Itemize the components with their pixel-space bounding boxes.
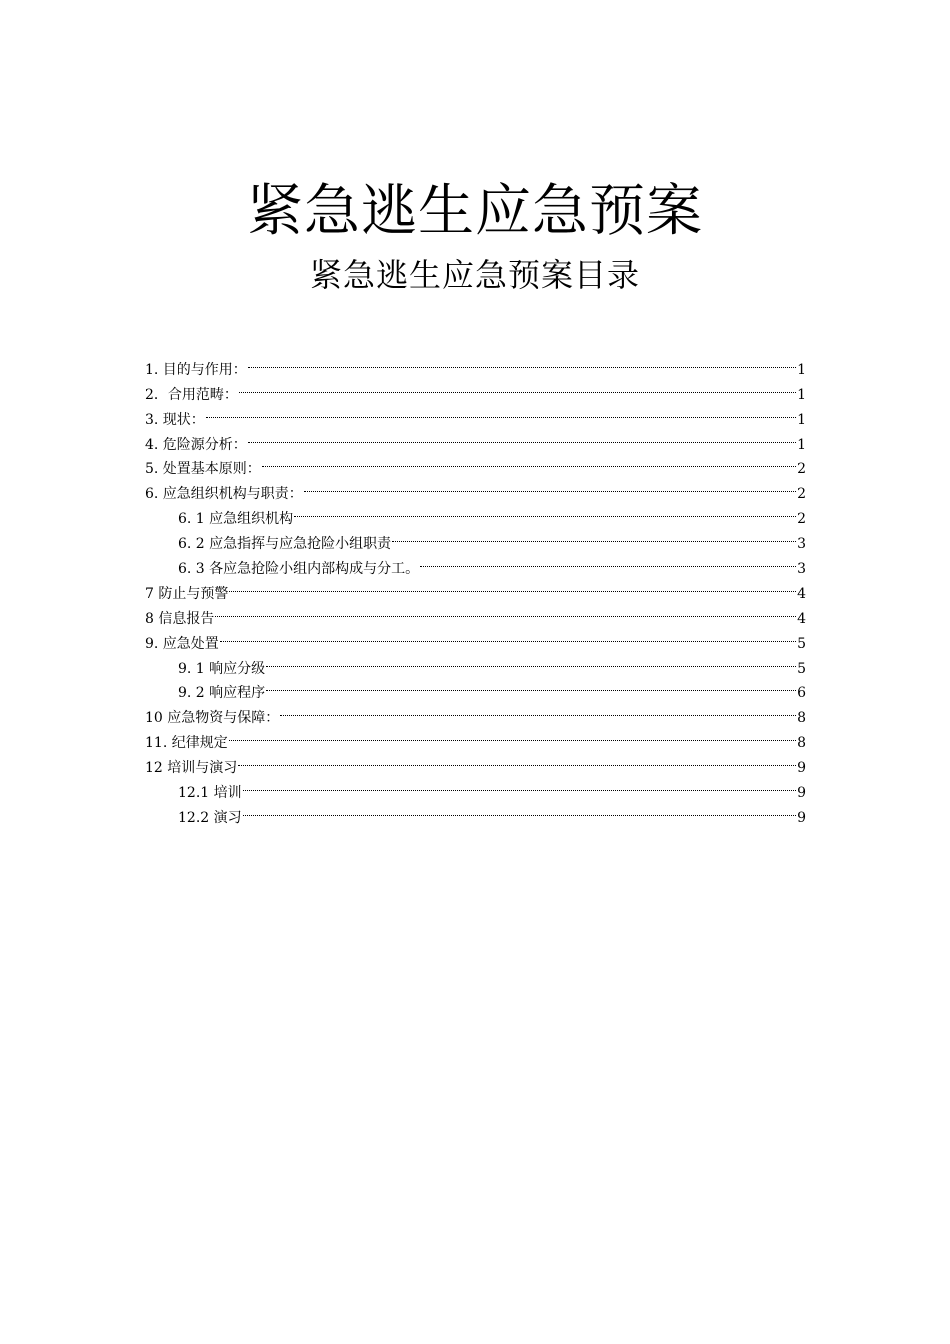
toc-dot-leader (242, 772, 797, 797)
toc-entry-title: 9. 2 响应程序 (178, 685, 266, 702)
toc-entry[interactable] (145, 598, 806, 627)
toc-page-number: 8 (797, 735, 806, 752)
toc-dot-leader (391, 523, 797, 548)
toc-dot-leader (265, 648, 797, 673)
toc-page-number: 1 (797, 436, 806, 453)
toc-page-number: 9 (797, 760, 806, 777)
toc-heading: 紧急逃生应急预案目录 (309, 256, 640, 294)
toc-dot-leader (279, 697, 797, 722)
toc-dot-leader (247, 349, 797, 374)
toc-page-number: 9 (797, 785, 806, 802)
toc-entry-title: 10 应急物资与保障： (145, 710, 280, 727)
toc-page-number: 6 (797, 685, 806, 702)
toc-entry-title: 1. 目的与作用： (145, 361, 247, 378)
toc-entry-title: 7 防止与预警 (145, 585, 229, 602)
toc-entry-title: 11. 纪律规定 (145, 735, 228, 752)
toc-dot-leader (228, 722, 797, 747)
toc-dot-leader (247, 424, 797, 449)
toc-page-number: 8 (797, 710, 806, 727)
toc-entry[interactable] (145, 797, 806, 826)
toc-dot-leader (293, 498, 797, 523)
toc-entry[interactable] (145, 374, 806, 403)
toc-entry[interactable] (145, 424, 806, 453)
toc-entry-title: 8 信息报告 (145, 610, 215, 627)
toc-page-number: 5 (797, 660, 806, 677)
toc-page-number: 1 (797, 386, 806, 403)
toc-dot-leader (419, 548, 797, 573)
toc-page-number: 3 (797, 561, 806, 578)
toc-dot-leader (214, 598, 797, 623)
toc-entry-title: 6. 应急组织机构与职责： (145, 486, 303, 503)
toc-page-number: 9 (797, 809, 806, 826)
toc-page-number: 2 (797, 461, 806, 478)
toc-dot-leader (242, 797, 797, 822)
toc-entry-title: 12.1 培训 (178, 785, 242, 802)
table-of-contents (145, 349, 806, 826)
toc-dot-leader (228, 573, 797, 598)
toc-entry[interactable] (145, 648, 806, 677)
toc-entry-title: 4. 危险源分析： (145, 436, 247, 453)
toc-page-number: 2 (797, 511, 806, 528)
toc-dot-leader (261, 449, 797, 474)
toc-entry-title: 6. 3 各应急抢险小组内部构成与分工。 (178, 561, 420, 578)
toc-entry[interactable] (145, 772, 806, 802)
toc-entry-title: 2．合用范畴： (145, 386, 238, 403)
toc-dot-leader (238, 374, 797, 399)
toc-page-number: 1 (797, 411, 806, 428)
toc-entry-title: 12.2 演习 (178, 809, 242, 826)
toc-page-number: 4 (797, 610, 806, 627)
toc-entry-title: 6. 2 应急指挥与应急抢险小组职责 (178, 536, 392, 553)
toc-entry[interactable] (145, 747, 806, 777)
toc-entry-title: 3. 现状： (145, 411, 205, 428)
toc-dot-leader (303, 473, 797, 498)
toc-dot-leader (205, 399, 797, 424)
document-title: 紧急逃生应急预案 (247, 179, 703, 244)
toc-entry[interactable] (145, 399, 806, 428)
toc-page-number: 5 (797, 635, 806, 652)
toc-dot-leader (237, 747, 797, 772)
toc-page-number: 4 (797, 585, 806, 602)
toc-entry[interactable] (145, 722, 806, 752)
toc-entry[interactable] (145, 349, 806, 378)
toc-dot-leader (265, 673, 797, 698)
toc-entry-title: 6. 1 应急组织机构 (178, 511, 294, 528)
toc-entry[interactable] (145, 623, 806, 652)
toc-entry-title: 9. 1 响应分级 (178, 660, 266, 677)
toc-entry-title: 9. 应急处置 (145, 635, 219, 652)
toc-entry[interactable] (145, 573, 806, 602)
toc-entry-title: 5. 处置基本原则： (145, 461, 261, 478)
toc-page-number: 1 (797, 361, 806, 378)
toc-entry-title: 12 培训与演习 (145, 760, 238, 777)
toc-page-number: 3 (797, 536, 806, 553)
toc-page-number: 2 (797, 486, 806, 503)
toc-dot-leader (219, 623, 797, 648)
